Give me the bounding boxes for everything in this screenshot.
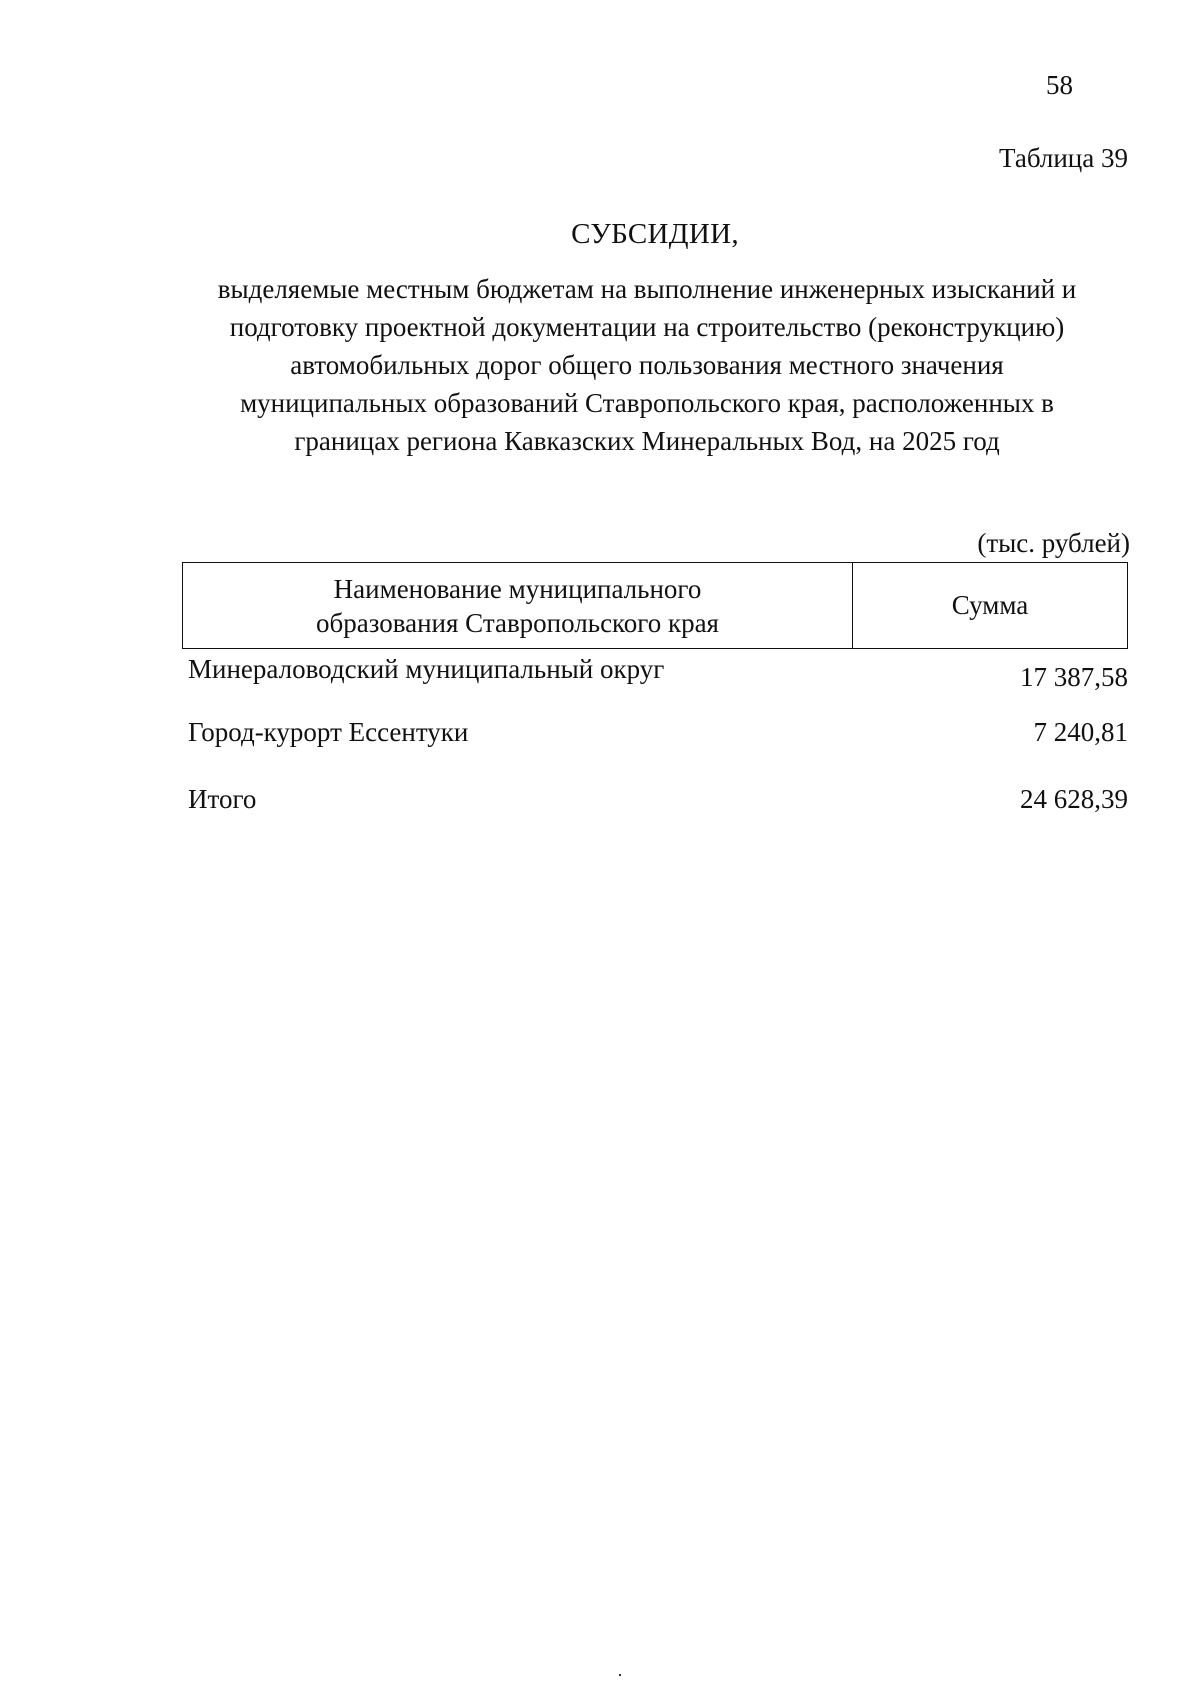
header-name-line: образования Ставропольского края <box>316 607 719 638</box>
row-name: Минераловодский муниципальный округ <box>188 654 665 684</box>
document-subtitle <box>178 270 1116 460</box>
row-name: Город-курорт Ессентуки <box>188 717 469 747</box>
document-title: СУБСИДИИ, <box>571 218 739 250</box>
header-sum-column: Сумма <box>951 590 1029 620</box>
row-value: 24 628,39 <box>1020 784 1128 814</box>
subtitle-line: выделяемые местным бюджетам на выполнение инженерных изысканий и <box>217 274 1077 304</box>
subtitle-line: подготовку проектной документации на строительство (реконструкцию) <box>229 312 1065 342</box>
subtitle-line: границах региона Кавказских Минеральных Вод, на 2025 год <box>294 426 1000 456</box>
units-label: (тыс. рублей) <box>977 528 1130 558</box>
table-label: Таблица 39 <box>999 143 1128 173</box>
row-name: Итого <box>188 784 257 814</box>
subtitle-line: автомобильных дорог общего пользования местного значения <box>290 350 1004 380</box>
header-name-column <box>183 563 853 648</box>
table-header <box>182 562 1128 649</box>
subtitle-line: муниципальных образований Ставропольского края, расположенных в <box>240 388 1054 418</box>
row-value: 17 387,58 <box>1020 662 1128 692</box>
page-number: 58 <box>1046 70 1073 100</box>
scan-speck <box>619 1674 621 1676</box>
header-name-line: Наименование муниципального <box>333 573 702 604</box>
row-value: 7 240,81 <box>1033 717 1128 747</box>
